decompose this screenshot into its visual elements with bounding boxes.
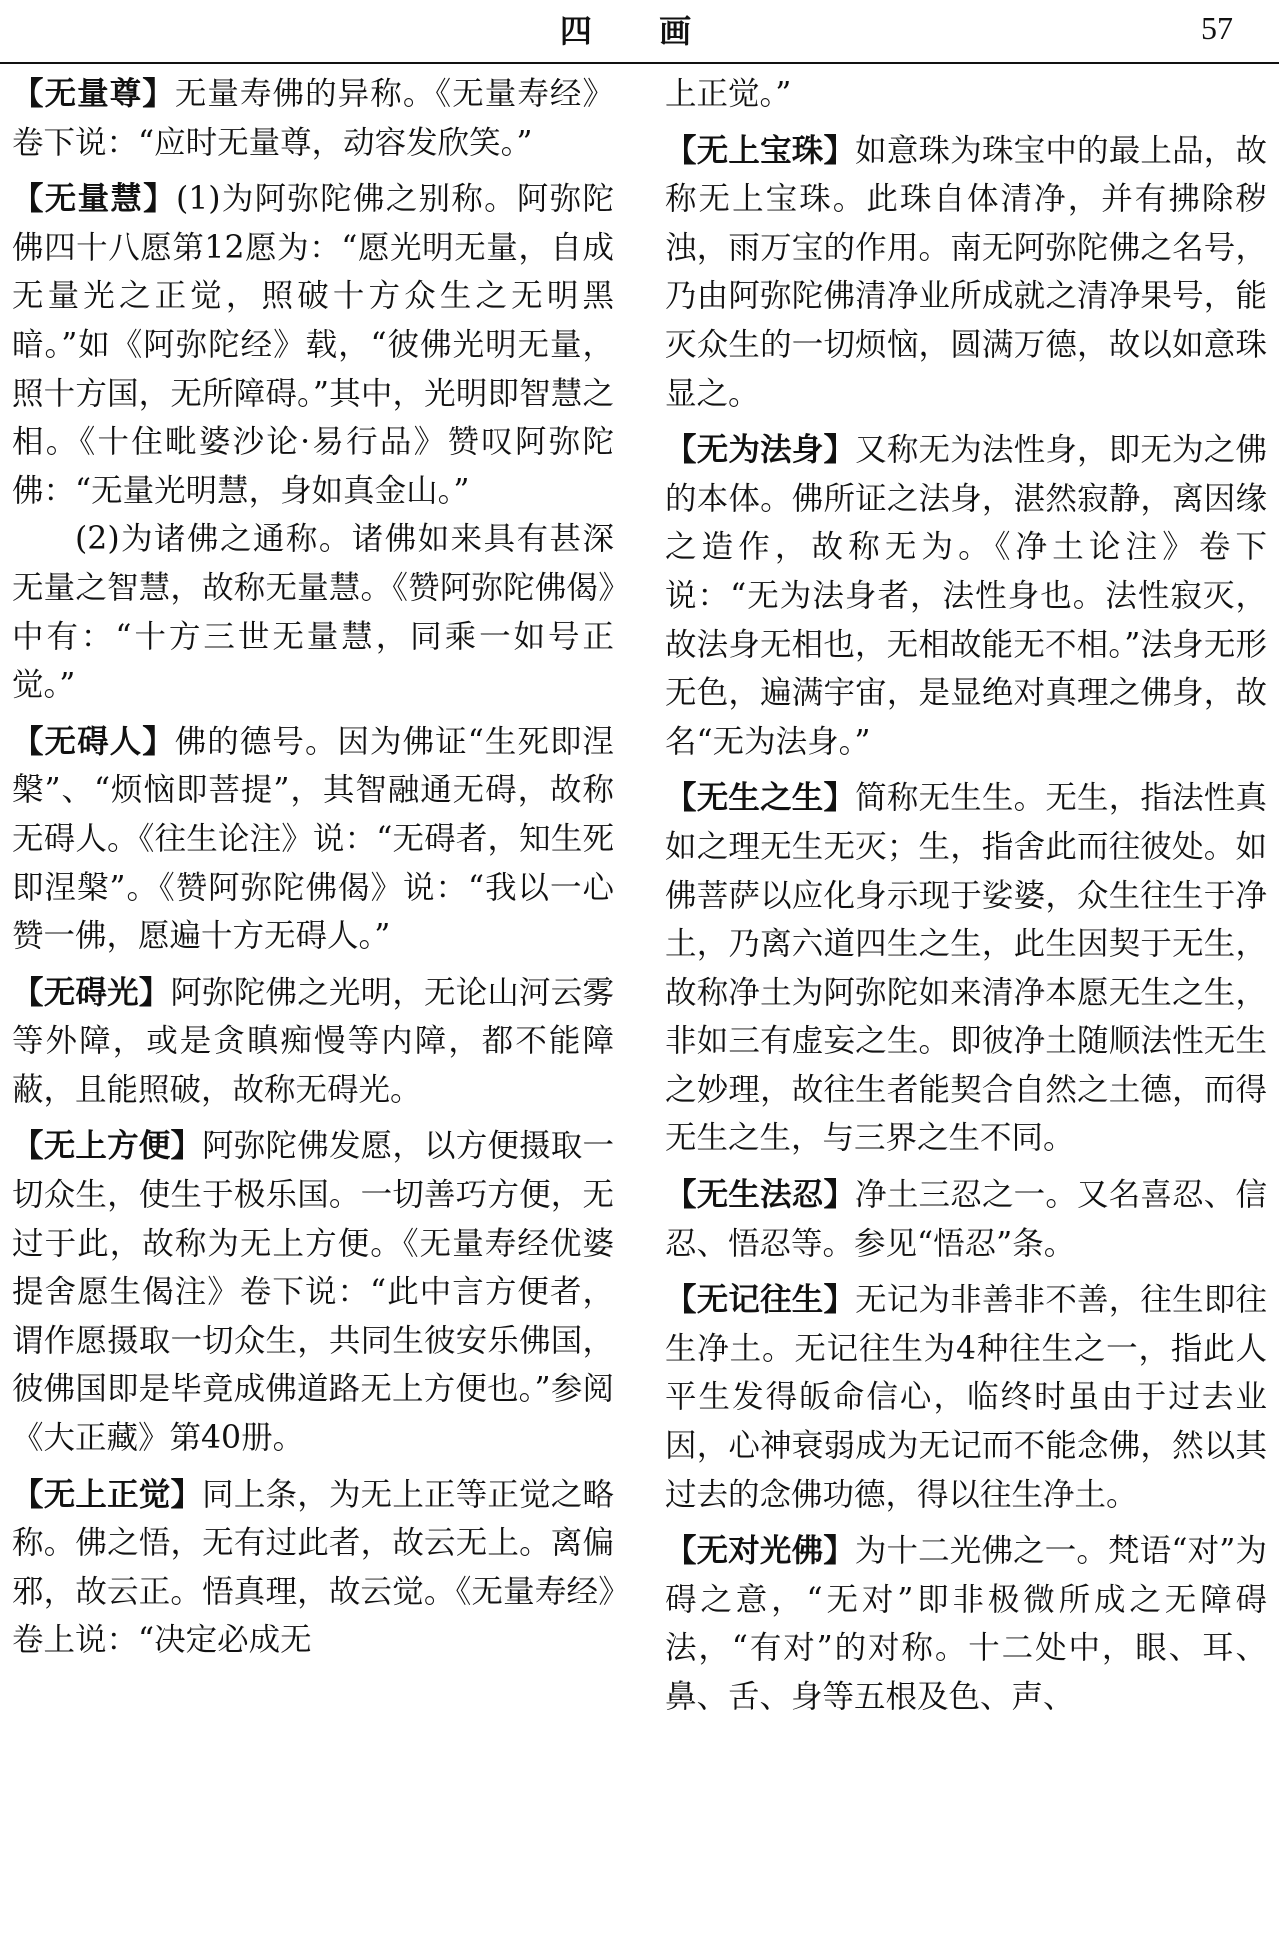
entry-definition: 简称无生生。无生，指法性真如之理无生无灭；生，指舍此而往彼处。如佛菩萨以应化身示现于娑婆，众生往生于净土，乃离六道四生之生，此生因契于无生，故称净土为阿弥陀如来清净本愿无生之生，非如三有虚妄之生。即彼净土随顺法性无生之妙理，故往生者能契合自然之土德，而得无生之生，与三界之生不同。	[665, 780, 1267, 1157]
dictionary-entry	[665, 426, 1267, 766]
dictionary-entry	[12, 969, 614, 1115]
entry-term: 【无碍光】	[12, 974, 171, 1011]
dictionary-entry	[12, 718, 614, 961]
dictionary-entry	[665, 774, 1267, 1163]
entry-term: 【无量慧】	[12, 181, 176, 218]
entry-definition: 又称无为法性身，即无为之佛的本体。佛所证之法身，湛然寂静，离因缘之造作，故称无为。《净土论注》卷下说：“无为法身者，法性身也。法性寂灭，故法身无相也，无相故能无不相。”法身无形无色，遍满宇宙，是显绝对真理之佛身，故名“无为法身。”	[665, 432, 1267, 760]
entry-term: 【无为法身】	[665, 432, 856, 469]
entry-term: 【无上正觉】	[12, 1476, 203, 1513]
entry-term: 【无对光佛】	[665, 1533, 855, 1570]
entry-term: 【无生法忍】	[665, 1177, 856, 1214]
dictionary-entry	[665, 1527, 1267, 1721]
dictionary-entry	[12, 70, 614, 167]
entry-term: 【无碍人】	[12, 723, 175, 760]
entry-continuation: 上正觉。”	[665, 76, 792, 112]
entry-term: 【无量尊】	[12, 76, 175, 112]
page-number: 57	[1201, 10, 1233, 46]
entry-definition: 如意珠为珠宝中的最上品，故称无上宝珠。此珠自体清净，并有拂除秽浊，雨万宝的作用。南无阿弥陀佛之名号，乃由阿弥陀佛清净业所成就之清净果号，能灭众生的一切烦恼，圆满万德，故以如意珠显之。	[665, 132, 1267, 412]
dictionary-entry	[665, 127, 1267, 419]
page-header	[0, 0, 1279, 64]
entry-definition: 无记为非善非不善，往生即往生净土。无记往生为4种往生之一，指此人平生发得皈命信心，临终时虽由于过去业因，心神衰弱成为无记而不能念佛，然以其过去的念佛功德，得以往生净土。	[665, 1282, 1267, 1513]
dictionary-entry	[665, 1171, 1267, 1268]
entry-definition: (2)为诸佛之通称。诸佛如来具有甚深无量之智慧，故称无量慧。《赞阿弥陀佛偈》中有：“十方三世无量慧，同乘一如号正觉。”	[12, 521, 614, 704]
entry-definition: 阿弥陀佛之光明，无论山河云雾等外障，或是贪瞋痴慢等内障，都不能障蔽，且能照破，故称无碍光。	[12, 974, 614, 1108]
entry-term: 【无上宝珠】	[665, 132, 856, 169]
entry-term: 【无记往生】	[665, 1282, 856, 1319]
entry-definition: 佛的德号。因为佛证“生死即涅槃”、“烦恼即菩提”，其智融通无碍，故称无碍人。《往生论注》说：“无碍者，知生死即涅槃”。《赞阿弥陀佛偈》说：“我以一心赞一佛，愿遍十方无碍人。”	[12, 723, 614, 955]
entry-term: 【无生之生】	[665, 780, 856, 817]
dictionary-entry	[12, 1122, 614, 1462]
left-column	[12, 70, 614, 1673]
dictionary-entry	[12, 1471, 614, 1665]
entry-definition: 同上条，为无上正等正觉之略称。佛之悟，无有过此者，故云无上。离偏邪，故云正。悟真理，故云觉。《无量寿经》卷上说：“决定必成无	[12, 1476, 614, 1659]
entry-definition: 无量寿佛的异称。《无量寿经》卷下说：“应时无量尊，动容发欣笑。”	[12, 76, 614, 161]
entry-definition: 净土三忍之一。又名喜忍、信忍、悟忍等。参见“悟忍”条。	[665, 1177, 1267, 1262]
dictionary-entry	[665, 1276, 1267, 1519]
entry-term: 【无上方便】	[12, 1128, 203, 1165]
right-column	[665, 70, 1267, 1730]
dictionary-entry	[12, 175, 614, 710]
entry-definition: (1)为阿弥陀佛之别称。阿弥陀佛四十八愿第12愿为：“愿光明无量，自成无量光之正觉，照破十方众生之无明黑暗。”如《阿弥陀经》载，“彼佛光明无量，照十方国，无所障碍。”其中，光明即智慧之相。《十住毗婆沙论·易行品》赞叹阿弥陀佛：“无量光明慧，身如真金山。”	[12, 181, 614, 509]
section-title: 四 画	[559, 12, 720, 50]
entry-definition: 阿弥陀佛发愿，以方便摄取一切众生，使生于极乐国。一切善巧方便，无过于此，故称为无上方便。《无量寿经优婆提舍愿生偈注》卷下说：“此中言方便者，谓作愿摄取一切众生，共同生彼安乐佛国，彼佛国即是毕竟成佛道路无上方便也。”参阅《大正藏》第40册。	[12, 1128, 614, 1457]
entry-definition: 为十二光佛之一。梵语“对”为碍之意，“无对”即非极微所成之无障碍法，“有对”的对称。十二处中，眼、耳、鼻、舌、身等五根及色、声、	[665, 1533, 1267, 1715]
